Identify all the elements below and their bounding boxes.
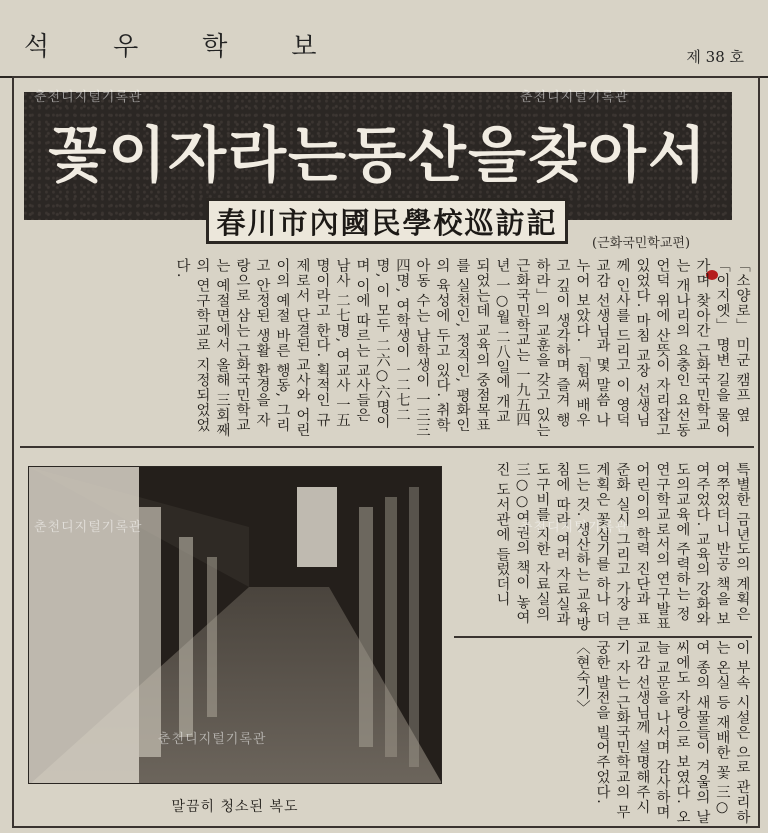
archive-watermark: 춘천디지털기록관 (520, 520, 629, 535)
hallway-photo-image (29, 467, 442, 784)
section-divider (20, 446, 754, 448)
column-divider (454, 636, 752, 638)
archive-watermark: 춘천디지털기록관 (34, 90, 143, 105)
paper-title: 석우학보 (24, 32, 381, 62)
issue-number: 제 38 호 (686, 48, 744, 66)
subtitle: 春川市內國民學校巡訪記 (216, 205, 558, 240)
archive-watermark: 춘천디지털기록관 (34, 520, 143, 535)
archive-watermark: 춘천디지털기록관 (158, 732, 267, 747)
photo-caption: 말끔히 청소된 복도 (171, 799, 299, 815)
article-body-upper: 「소양로」 미군 캠프 옆 「이지엣」 명변 길을 물어 가며 찾아간 근화국민학교는 개나리의 요충인 요선동 언덕 위에 산뜻이 자리잡고 있었다. 마침 교장 선생님께 인사를 드리고 이 영덕 교감 선생님과 몇 말씀 나누어 보았다. 「힘써 배우고 깊이 생각하며 즐겨 행하라」의 교훈을 갖고 있는 근화국민학교는 一九五四년 一○월 二八일에 개교되었는데 교육의 중점목표를 실천인, 정직인, 평화인의 육성에 두고 있다. 취학 아동 수는 남학생이 一三三四명, 여학생이 一二七二명, 이 모두 二六○六명이며 이에 따르는 교사들은 남사 二七명, 여교사 一五명이라고 한다. 획적인 규제로서 단결된 교사와 어린이의 예절 바른 행동, 그리고 안정된 생활 환경을 자랑으로 삼는 근화국민학교는 예절면에서 올해 三회째의 연구학교로 지정되었었다. (174, 258, 750, 438)
archive-watermark: 춘천디지털기록관 (520, 90, 629, 105)
hallway-photo (28, 466, 442, 784)
article-body-lower: 특별한 금년도의 계획은 여쭈었더니 반공 책을 보여주었다. 교육의 강화와 도의교육에 주력하는 정 연구학교로서의 연구발표 어린이의 학력 진단과 표준화 실시 그리고 가장 큰 계획은 꽃심기를 하나 더 드는 것. 생산하는 교육방침에 따라 여러 자료실과 도구비를 지한 자료실의 三○○여권의 책이 놓여진 도서관에 들렀더니 (494, 462, 750, 632)
article-body-bottom: 이 부속 시설은 으로 관리하는 온실 등 재배한 꽃 三○여 종의 새물들이 겨울의 날씨에도 자랑으로 보였다. 오늘 교문을 나서며 감사하며 교감 선생님께 설명해주시기 자는 근화국민학교의 무궁한 발전을 빌어주었다. 〈현숙기〉 (574, 640, 750, 825)
series-label: (근화국민학교편) (592, 236, 691, 251)
headline: 꽃이자라는동산을찾아서 (48, 121, 708, 191)
masthead (0, 0, 768, 78)
subtitle-box (206, 198, 568, 244)
